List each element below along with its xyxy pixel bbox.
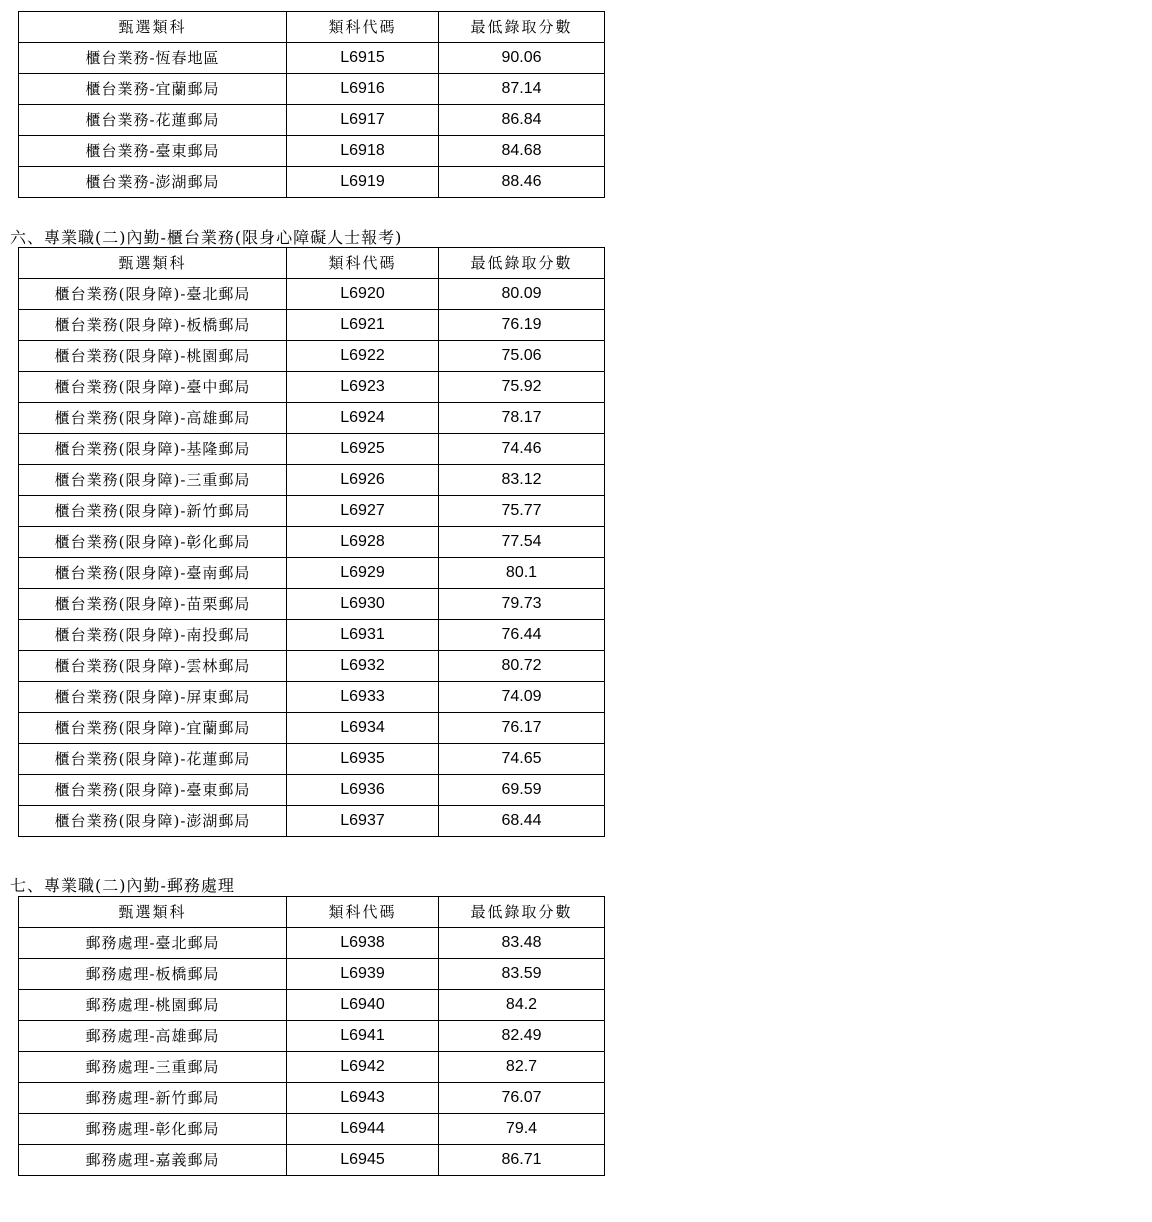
code-cell: L6934 — [287, 713, 439, 744]
table-row — [19, 589, 605, 620]
table-header-row — [19, 12, 605, 43]
min-score-cell: 77.54 — [439, 527, 605, 558]
table-row — [19, 1145, 605, 1176]
header-category: 甄選類科 — [19, 897, 287, 928]
table-row — [19, 465, 605, 496]
category-cell: 郵務處理-嘉義郵局 — [19, 1145, 287, 1176]
header-code: 類科代碼 — [287, 248, 439, 279]
table-row — [19, 279, 605, 310]
min-score-cell: 79.4 — [439, 1114, 605, 1145]
category-cell: 郵務處理-高雄郵局 — [19, 1021, 287, 1052]
header-code: 類科代碼 — [287, 897, 439, 928]
category-cell: 櫃台業務(限身障)-雲林郵局 — [19, 651, 287, 682]
category-cell: 櫃台業務(限身障)-三重郵局 — [19, 465, 287, 496]
category-cell: 櫃台業務-宜蘭郵局 — [19, 74, 287, 105]
code-cell: L6924 — [287, 403, 439, 434]
category-cell: 櫃台業務(限身障)-板橋郵局 — [19, 310, 287, 341]
min-score-cell: 75.92 — [439, 372, 605, 403]
category-cell: 櫃台業務-臺東郵局 — [19, 136, 287, 167]
table-row — [19, 682, 605, 713]
min-score-cell: 83.12 — [439, 465, 605, 496]
min-score-cell: 86.71 — [439, 1145, 605, 1176]
min-score-cell: 76.19 — [439, 310, 605, 341]
table-row — [19, 43, 605, 74]
code-cell: L6936 — [287, 775, 439, 806]
header-min-score: 最低錄取分數 — [439, 12, 605, 43]
code-cell: L6930 — [287, 589, 439, 620]
table-row — [19, 310, 605, 341]
category-cell: 櫃台業務(限身障)-臺東郵局 — [19, 775, 287, 806]
code-cell: L6931 — [287, 620, 439, 651]
min-score-cell: 83.59 — [439, 959, 605, 990]
header-min-score: 最低錄取分數 — [439, 248, 605, 279]
min-score-cell: 82.49 — [439, 1021, 605, 1052]
code-cell: L6925 — [287, 434, 439, 465]
table-row — [19, 1021, 605, 1052]
code-cell: L6922 — [287, 341, 439, 372]
category-cell: 郵務處理-桃園郵局 — [19, 990, 287, 1021]
category-cell: 櫃台業務(限身障)-彰化郵局 — [19, 527, 287, 558]
category-cell: 櫃台業務(限身障)-屏東郵局 — [19, 682, 287, 713]
section-title-7: 七、專業職(二)內勤-郵務處理 — [10, 876, 235, 895]
table-row — [19, 167, 605, 198]
table-row — [19, 74, 605, 105]
table-header-row — [19, 897, 605, 928]
category-cell: 郵務處理-新竹郵局 — [19, 1083, 287, 1114]
table-row — [19, 496, 605, 527]
header-min-score: 最低錄取分數 — [439, 897, 605, 928]
table-row — [19, 527, 605, 558]
code-cell: L6923 — [287, 372, 439, 403]
header-category: 甄選類科 — [19, 248, 287, 279]
category-cell: 櫃台業務(限身障)-澎湖郵局 — [19, 806, 287, 837]
min-score-cell: 68.44 — [439, 806, 605, 837]
min-score-cell: 74.46 — [439, 434, 605, 465]
code-cell: L6945 — [287, 1145, 439, 1176]
table-row — [19, 1114, 605, 1145]
section-title-6: 六、專業職(二)內勤-櫃台業務(限身心障礙人士報考) — [10, 228, 403, 247]
header-category: 甄選類科 — [19, 12, 287, 43]
table-row — [19, 372, 605, 403]
code-cell: L6933 — [287, 682, 439, 713]
table-row — [19, 1083, 605, 1114]
table-body — [19, 279, 605, 837]
min-score-cell: 90.06 — [439, 43, 605, 74]
table-row — [19, 744, 605, 775]
min-score-cell: 83.48 — [439, 928, 605, 959]
code-cell: L6919 — [287, 167, 439, 198]
min-score-cell: 79.73 — [439, 589, 605, 620]
table-row — [19, 403, 605, 434]
min-score-cell: 82.7 — [439, 1052, 605, 1083]
table-row — [19, 775, 605, 806]
score-table-postal-processing — [18, 896, 605, 1176]
code-cell: L6918 — [287, 136, 439, 167]
min-score-cell: 76.17 — [439, 713, 605, 744]
table-row — [19, 928, 605, 959]
code-cell: L6938 — [287, 928, 439, 959]
min-score-cell: 86.84 — [439, 105, 605, 136]
table-row — [19, 1052, 605, 1083]
code-cell: L6940 — [287, 990, 439, 1021]
code-cell: L6932 — [287, 651, 439, 682]
min-score-cell: 76.07 — [439, 1083, 605, 1114]
min-score-cell: 75.06 — [439, 341, 605, 372]
table-row — [19, 558, 605, 589]
code-cell: L6921 — [287, 310, 439, 341]
category-cell: 櫃台業務(限身障)-苗栗郵局 — [19, 589, 287, 620]
table-body — [19, 928, 605, 1176]
category-cell: 櫃台業務-澎湖郵局 — [19, 167, 287, 198]
category-cell: 櫃台業務(限身障)-南投郵局 — [19, 620, 287, 651]
category-cell: 郵務處理-彰化郵局 — [19, 1114, 287, 1145]
code-cell: L6929 — [287, 558, 439, 589]
code-cell: L6916 — [287, 74, 439, 105]
category-cell: 櫃台業務(限身障)-宜蘭郵局 — [19, 713, 287, 744]
code-cell: L6917 — [287, 105, 439, 136]
table-row — [19, 806, 605, 837]
code-cell: L6915 — [287, 43, 439, 74]
code-cell: L6920 — [287, 279, 439, 310]
min-score-cell: 78.17 — [439, 403, 605, 434]
min-score-cell: 88.46 — [439, 167, 605, 198]
category-cell: 櫃台業務(限身障)-桃園郵局 — [19, 341, 287, 372]
category-cell: 郵務處理-三重郵局 — [19, 1052, 287, 1083]
min-score-cell: 76.44 — [439, 620, 605, 651]
table-header-row — [19, 248, 605, 279]
min-score-cell: 74.09 — [439, 682, 605, 713]
category-cell: 櫃台業務(限身障)-臺南郵局 — [19, 558, 287, 589]
category-cell: 櫃台業務(限身障)-花蓮郵局 — [19, 744, 287, 775]
header-code: 類科代碼 — [287, 12, 439, 43]
min-score-cell: 84.2 — [439, 990, 605, 1021]
category-cell: 郵務處理-臺北郵局 — [19, 928, 287, 959]
table-row — [19, 105, 605, 136]
code-cell: L6941 — [287, 1021, 439, 1052]
min-score-cell: 80.09 — [439, 279, 605, 310]
min-score-cell: 74.65 — [439, 744, 605, 775]
category-cell: 郵務處理-板橋郵局 — [19, 959, 287, 990]
min-score-cell: 69.59 — [439, 775, 605, 806]
code-cell: L6927 — [287, 496, 439, 527]
table-row — [19, 434, 605, 465]
category-cell: 櫃台業務(限身障)-臺北郵局 — [19, 279, 287, 310]
category-cell: 櫃台業務-恆春地區 — [19, 43, 287, 74]
category-cell: 櫃台業務(限身障)-高雄郵局 — [19, 403, 287, 434]
score-table-disability-counter-service — [18, 247, 605, 837]
category-cell: 櫃台業務(限身障)-臺中郵局 — [19, 372, 287, 403]
code-cell: L6935 — [287, 744, 439, 775]
code-cell: L6926 — [287, 465, 439, 496]
code-cell: L6942 — [287, 1052, 439, 1083]
table-row — [19, 651, 605, 682]
min-score-cell: 80.72 — [439, 651, 605, 682]
table-body — [19, 43, 605, 198]
min-score-cell: 84.68 — [439, 136, 605, 167]
table-row — [19, 959, 605, 990]
code-cell: L6937 — [287, 806, 439, 837]
category-cell: 櫃台業務-花蓮郵局 — [19, 105, 287, 136]
code-cell: L6943 — [287, 1083, 439, 1114]
table-row — [19, 713, 605, 744]
min-score-cell: 87.14 — [439, 74, 605, 105]
score-table-counter-service — [18, 11, 605, 198]
min-score-cell: 80.1 — [439, 558, 605, 589]
code-cell: L6944 — [287, 1114, 439, 1145]
table-row — [19, 990, 605, 1021]
code-cell: L6928 — [287, 527, 439, 558]
category-cell: 櫃台業務(限身障)-新竹郵局 — [19, 496, 287, 527]
table-row — [19, 136, 605, 167]
code-cell: L6939 — [287, 959, 439, 990]
table-row — [19, 620, 605, 651]
min-score-cell: 75.77 — [439, 496, 605, 527]
category-cell: 櫃台業務(限身障)-基隆郵局 — [19, 434, 287, 465]
table-row — [19, 341, 605, 372]
